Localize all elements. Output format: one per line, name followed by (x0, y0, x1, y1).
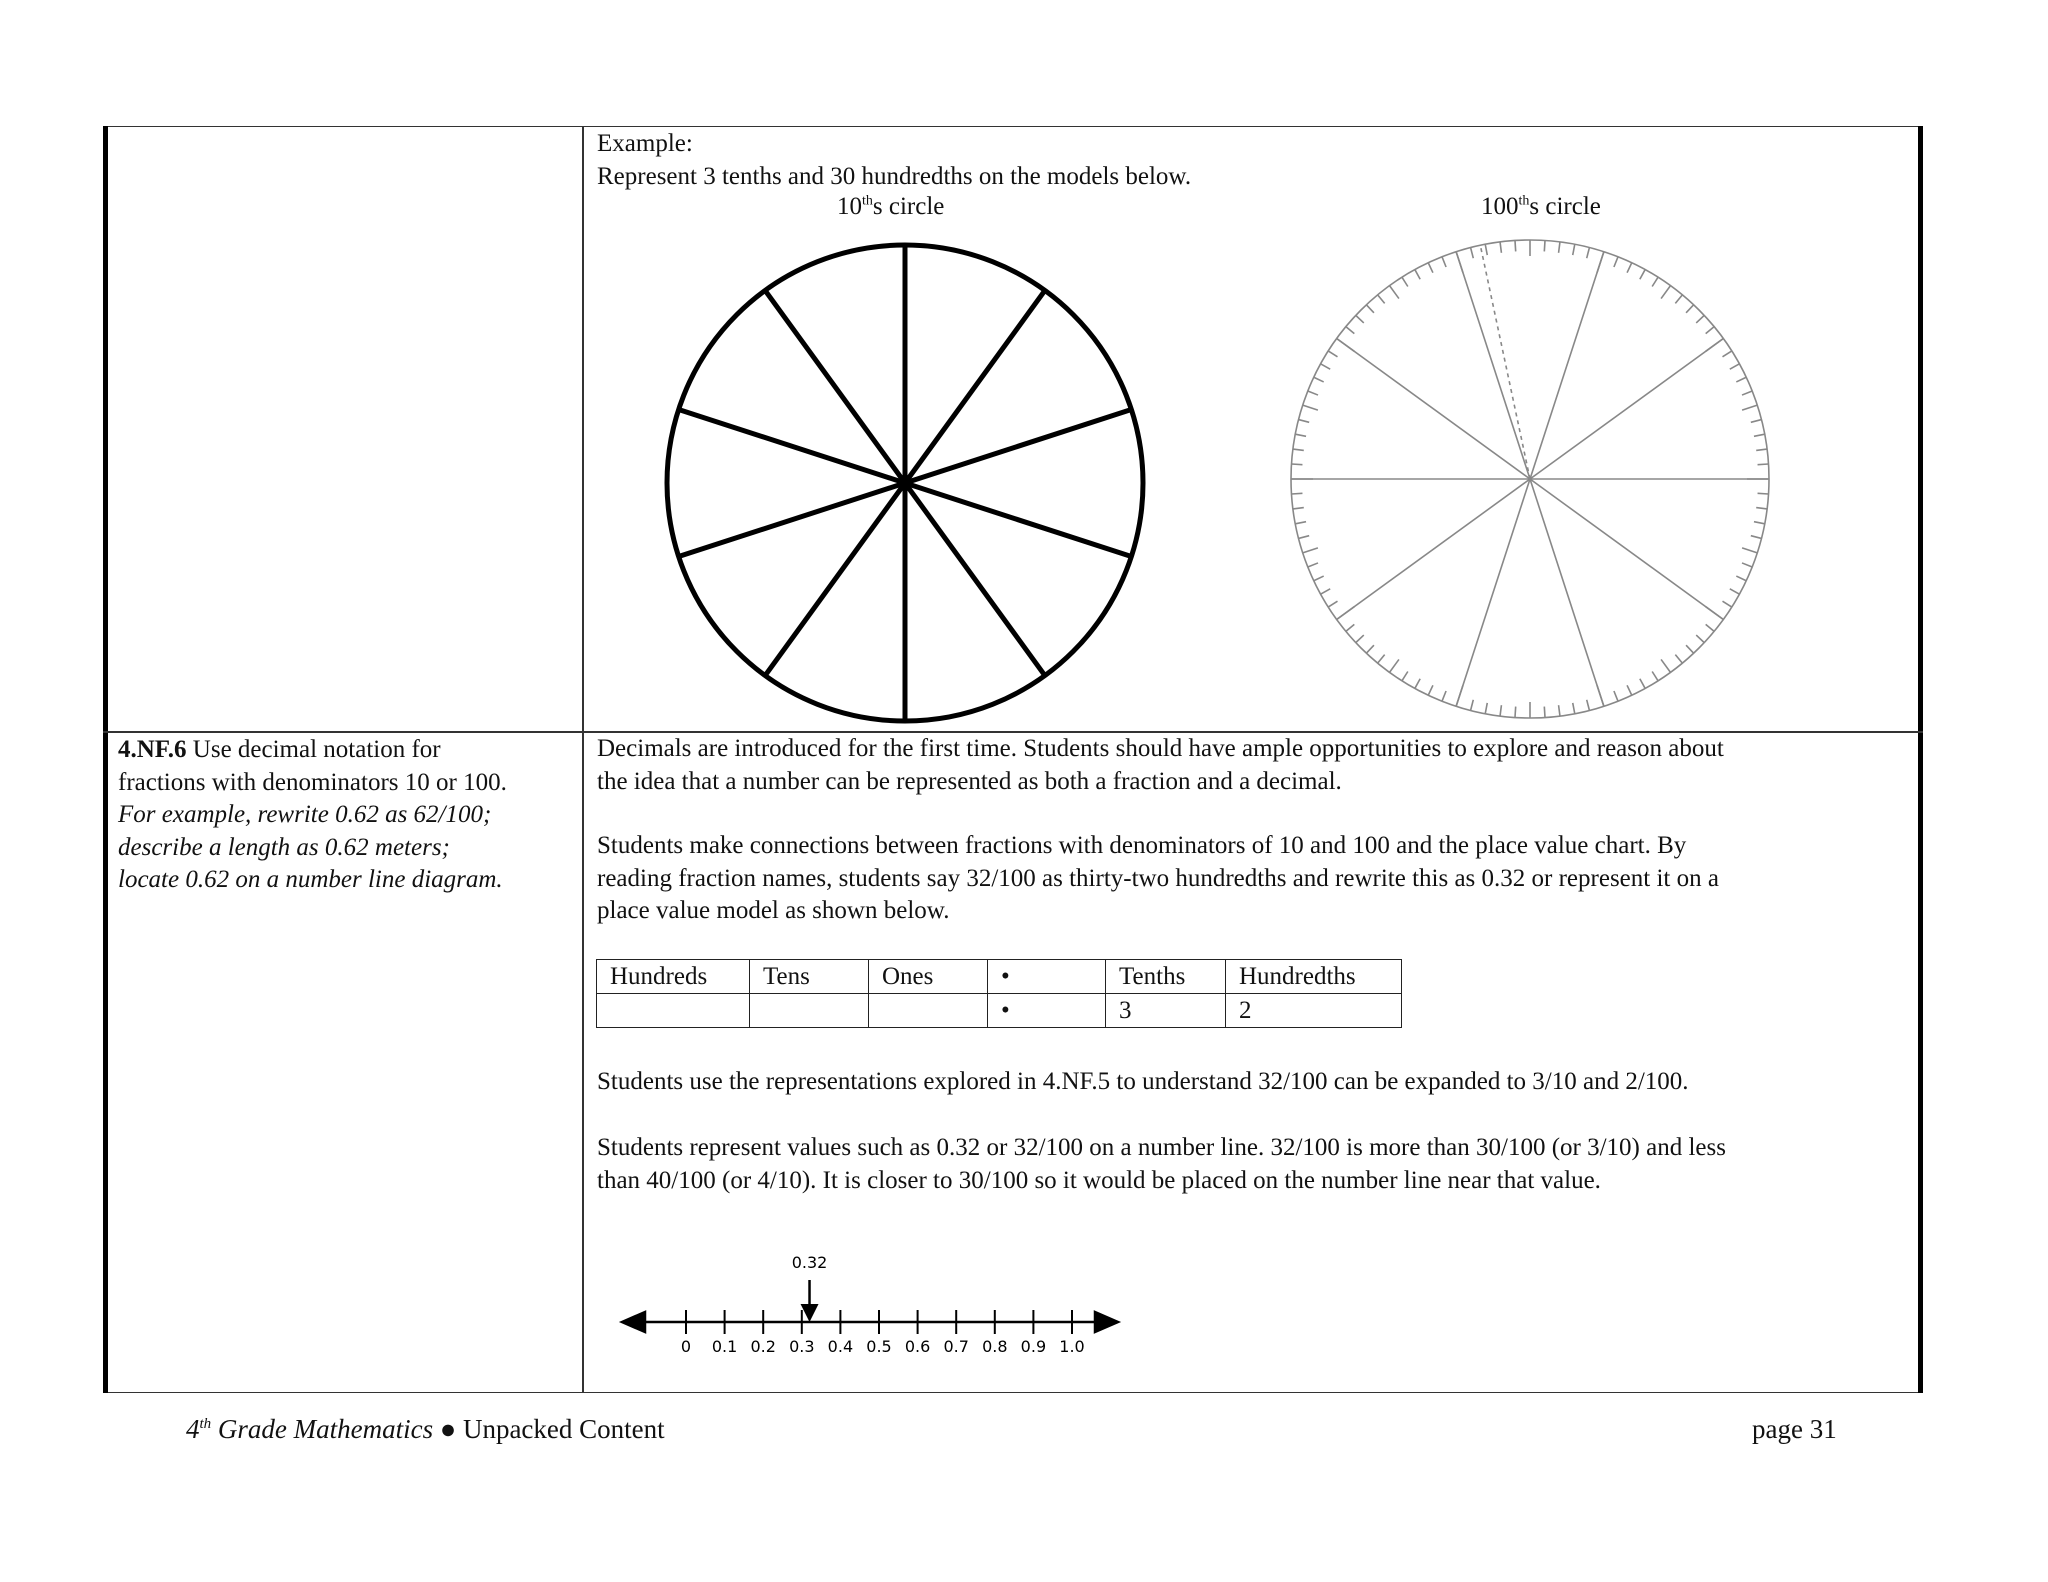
header-ones: Ones (869, 960, 988, 994)
para2-line3: place value model as shown below. (597, 897, 950, 924)
header-hundredths: Hundredths (1226, 960, 1402, 994)
number-line-marker-label: 0.32 (791, 1253, 828, 1272)
para2-line2: reading fraction names, students say 32/100 as thirty-two hundredths and rewrite this as 0.32 or represent it on a (597, 864, 1719, 892)
para4-line2: than 40/100 (or 4/10). It is closer to 30/100 so it would be placed on the number line near that value. (597, 1166, 1601, 1194)
cell-decimal-point: • (988, 994, 1106, 1028)
number-line-tick-label: 0.7 (943, 1337, 969, 1356)
header-decimal-point: • (988, 960, 1106, 994)
tenths-circle-label: 10ths circle (837, 193, 945, 220)
number-line-tick-label: 0.6 (904, 1337, 931, 1356)
number-line-left-arrow (622, 1312, 645, 1332)
standard-example-1: For example, rewrite 0.62 as 62/100; (118, 801, 492, 828)
standard-example-3: locate 0.62 on a number line diagram. (118, 866, 503, 893)
para2-line1: Students make connections between fractions with denominators of 10 and 100 and the place value chart. By (597, 832, 1687, 859)
header-tens: Tens (750, 960, 869, 994)
example-heading: Example: (597, 130, 693, 157)
footer-page-number: page 31 (1752, 1414, 1837, 1444)
cell-hundredths: 2 (1226, 994, 1402, 1028)
number-line-right-arrow (1095, 1312, 1118, 1332)
cell-tenths: 3 (1106, 994, 1226, 1028)
number-line-tick-label: 0.1 (711, 1337, 738, 1356)
header-tenths: Tenths (1106, 960, 1226, 994)
para1-line2: the idea that a number can be represented as both a fraction and a decimal. (597, 767, 1342, 795)
number-line-tick-label: 0 (680, 1337, 692, 1356)
para4-line1: Students represent values such as 0.32 or 32/100 on a number line. 32/100 is more than 30/100 (or 3/10) and less (597, 1134, 1726, 1161)
standard-code: 4.NF.6 (118, 736, 187, 763)
number-line-tick-label: 0.8 (982, 1337, 1008, 1356)
number-line-tick-label: 0.9 (1020, 1337, 1047, 1356)
number-line-tick-label: 0.4 (827, 1337, 854, 1356)
number-line-tick-label: 1.0 (1059, 1337, 1085, 1356)
standard-text-2: fractions with denominators 10 or 100. (118, 768, 507, 796)
para1-line1: Decimals are introduced for the first time. Students should have ample opportunities to explore and reason about (597, 735, 1724, 762)
number-line-tick-label: 0.3 (789, 1337, 815, 1356)
standard-text-1: Use decimal notation for (186, 736, 441, 763)
example-instruction: Represent 3 tenths and 30 hundredths on the models below. (597, 163, 1192, 190)
hundredths-circle-label: 100ths circle (1481, 193, 1601, 220)
number-line-marker-arrow (801, 1304, 819, 1322)
number-line-tick-label: 0.5 (866, 1337, 892, 1356)
number-line-tick-label: 0.2 (750, 1337, 776, 1356)
footer-title: 4th Grade Mathematics ● Unpacked Content (186, 1414, 665, 1444)
para3-line1: Students use the representations explored in 4.NF.5 to understand 32/100 can be expanded to 3/10 and 2/100. (597, 1068, 1689, 1095)
standard-example-2: describe a length as 0.62 meters; (118, 833, 450, 861)
header-hundreds: Hundreds (597, 960, 750, 994)
